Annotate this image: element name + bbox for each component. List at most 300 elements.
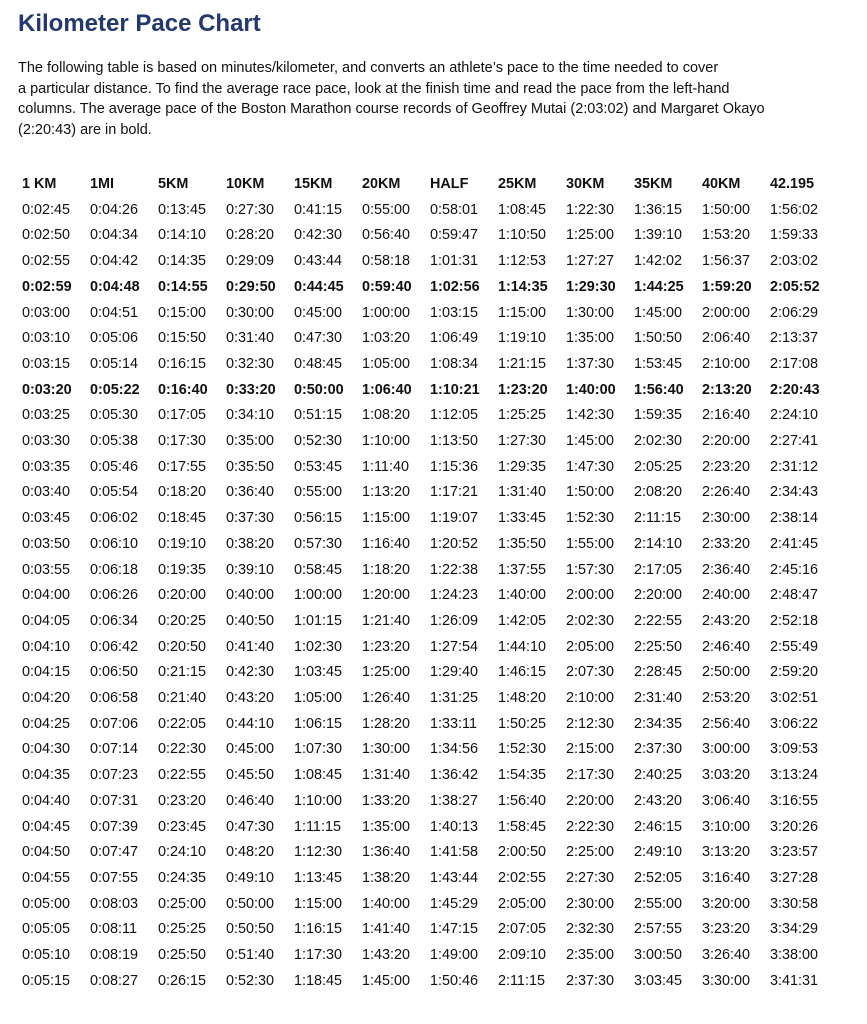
table-cell: 3:13:24 <box>770 767 819 784</box>
table-cell: 0:04:42 <box>90 253 139 270</box>
table-cell: 0:04:50 <box>22 844 71 861</box>
table-cell: 0:06:26 <box>90 587 139 604</box>
table-cell: 1:30:00 <box>362 741 411 758</box>
table-cell: 1:40:13 <box>430 818 479 835</box>
intro-paragraph <box>18 58 818 140</box>
table-cell: 2:41:45 <box>770 535 819 552</box>
table-cell: 0:58:45 <box>294 561 343 578</box>
table-cell: 0:06:50 <box>90 664 139 681</box>
table-cell: 2:55:49 <box>770 638 819 655</box>
table-cell: 0:56:15 <box>294 510 343 527</box>
table-cell: 2:05:25 <box>634 458 683 475</box>
table-cell: 0:45:50 <box>226 767 275 784</box>
table-cell: 2:17:30 <box>566 767 615 784</box>
table-cell: 2:34:43 <box>770 484 819 501</box>
table-cell: 0:23:45 <box>158 818 207 835</box>
table-cell: 0:31:40 <box>226 330 275 347</box>
table-cell: 0:21:40 <box>158 690 207 707</box>
table-cell: 1:10:21 <box>430 381 480 398</box>
table-cell: 2:43:20 <box>634 792 683 809</box>
table-cell: 1:08:20 <box>362 407 411 424</box>
table-cell: 0:08:19 <box>90 947 139 964</box>
table-cell: 0:44:10 <box>226 715 275 732</box>
table-cell: 1:40:00 <box>362 895 411 912</box>
table-cell: 2:02:30 <box>634 433 683 450</box>
table-cell: 1:11:15 <box>294 818 341 835</box>
table-cell: 2:11:15 <box>498 972 545 989</box>
table-cell: 2:55:00 <box>634 895 683 912</box>
table-cell: 0:05:54 <box>90 484 139 501</box>
table-cell: 0:17:30 <box>158 433 207 450</box>
table-cell: 1:12:05 <box>430 407 479 424</box>
table-cell: 0:33:20 <box>226 381 276 398</box>
table-cell: 0:03:20 <box>22 381 72 398</box>
table-cell: 1:42:02 <box>634 253 683 270</box>
table-cell: 1:45:00 <box>362 972 411 989</box>
table-cell: 3:30:00 <box>702 972 751 989</box>
table-cell: 1:28:20 <box>362 715 411 732</box>
table-row <box>16 403 832 429</box>
table-cell: 2:46:15 <box>634 818 683 835</box>
table-cell: 0:04:00 <box>22 587 71 604</box>
table-cell: 0:39:10 <box>226 561 275 578</box>
table-cell: 0:55:00 <box>362 201 411 218</box>
table-cell: 1:45:00 <box>566 433 615 450</box>
table-cell: 3:16:40 <box>702 869 751 886</box>
table-cell: 1:01:31 <box>430 253 479 270</box>
table-cell: 1:15:00 <box>498 304 547 321</box>
table-cell: 1:15:00 <box>294 895 343 912</box>
table-cell: 2:17:08 <box>770 355 819 372</box>
table-cell: 0:07:39 <box>90 818 139 835</box>
table-cell: 1:21:40 <box>362 612 411 629</box>
table-cell: 0:04:15 <box>22 664 71 681</box>
intro-line: The following table is based on minutes/kilometer, and converts an athlete’s pace to the time needed to cover <box>18 60 719 76</box>
table-cell: 1:38:20 <box>362 869 411 886</box>
intro-line: a particular distance. To find the average race pace, look at the finish time and read the pace from the left-hand <box>18 80 730 97</box>
table-cell: 0:18:20 <box>158 484 207 501</box>
table-cell: 1:18:20 <box>362 561 411 578</box>
table-cell: 0:07:31 <box>90 792 139 809</box>
table-cell: 1:17:30 <box>294 947 343 964</box>
table-cell: 2:10:00 <box>702 355 751 372</box>
table-row <box>16 480 832 506</box>
table-cell: 1:38:27 <box>430 792 479 809</box>
column-header: 42.195 <box>770 176 815 192</box>
table-cell: 0:03:00 <box>22 304 71 321</box>
table-cell: 0:20:00 <box>158 587 207 604</box>
table-cell: 1:26:40 <box>362 690 411 707</box>
table-row <box>16 352 832 378</box>
table-cell: 0:22:55 <box>158 767 207 784</box>
table-cell: 1:35:00 <box>566 330 615 347</box>
table-cell: 3:00:00 <box>702 741 751 758</box>
table-cell: 1:33:45 <box>498 510 547 527</box>
table-cell: 0:18:45 <box>158 510 207 527</box>
table-cell: 0:46:40 <box>226 792 275 809</box>
table-cell: 2:05:00 <box>566 638 615 655</box>
table-row <box>16 326 832 352</box>
table-cell: 0:04:34 <box>90 227 139 244</box>
column-header: 1 KM <box>22 176 57 192</box>
table-cell: 1:53:45 <box>634 355 683 372</box>
table-cell: 0:07:06 <box>90 715 139 732</box>
table-row <box>16 249 832 275</box>
table-cell: 1:01:15 <box>294 612 343 629</box>
table-row <box>16 737 832 763</box>
table-cell: 1:11:40 <box>362 458 409 475</box>
table-cell: 2:05:00 <box>498 895 547 912</box>
column-header: 35KM <box>634 176 673 192</box>
table-row-record-pace <box>16 378 832 404</box>
table-cell: 1:10:00 <box>362 433 411 450</box>
table-cell: 1:34:56 <box>430 741 479 758</box>
table-row <box>16 429 832 455</box>
table-cell: 1:29:40 <box>430 664 479 681</box>
table-cell: 1:08:34 <box>430 355 479 372</box>
table-cell: 1:03:20 <box>362 330 411 347</box>
table-cell: 1:50:50 <box>634 330 683 347</box>
table-cell: 1:20:00 <box>362 587 411 604</box>
table-cell: 0:17:05 <box>158 407 207 424</box>
table-cell: 0:24:35 <box>158 869 207 886</box>
table-cell: 1:40:00 <box>566 381 616 398</box>
table-cell: 2:07:05 <box>498 921 547 938</box>
table-cell: 2:52:05 <box>634 869 683 886</box>
table-cell: 0:03:45 <box>22 510 71 527</box>
table-cell: 1:29:30 <box>566 278 616 295</box>
table-cell: 0:05:38 <box>90 433 139 450</box>
column-header: 5KM <box>158 176 189 192</box>
table-cell: 0:52:30 <box>226 972 275 989</box>
table-cell: 0:58:01 <box>430 201 479 218</box>
table-cell: 1:13:20 <box>362 484 411 501</box>
table-cell: 0:45:00 <box>226 741 275 758</box>
table-cell: 0:05:46 <box>90 458 139 475</box>
table-cell: 1:50:00 <box>702 201 751 218</box>
table-cell: 2:34:35 <box>634 715 683 732</box>
table-cell: 1:10:50 <box>498 227 547 244</box>
table-cell: 2:24:10 <box>770 407 819 424</box>
table-cell: 1:14:35 <box>498 278 548 295</box>
table-cell: 1:49:00 <box>430 947 479 964</box>
table-cell: 2:59:20 <box>770 664 819 681</box>
table-cell: 0:25:25 <box>158 921 207 938</box>
table-cell: 0:16:40 <box>158 381 208 398</box>
table-cell: 1:03:45 <box>294 664 343 681</box>
table-cell: 0:29:09 <box>226 253 275 270</box>
table-cell: 1:27:27 <box>566 253 615 270</box>
table-cell: 0:20:25 <box>158 612 207 629</box>
table-cell: 2:31:40 <box>634 690 683 707</box>
table-cell: 0:44:45 <box>294 278 344 295</box>
table-cell: 3:27:28 <box>770 869 819 886</box>
column-header: 30KM <box>566 176 605 192</box>
table-cell: 0:42:30 <box>294 227 343 244</box>
table-cell: 1:30:00 <box>566 304 615 321</box>
table-cell: 2:03:02 <box>770 253 819 270</box>
table-cell: 0:07:47 <box>90 844 139 861</box>
table-cell: 1:25:25 <box>498 407 547 424</box>
table-cell: 0:08:03 <box>90 895 139 912</box>
table-cell: 1:42:30 <box>566 407 615 424</box>
table-cell: 0:57:30 <box>294 535 343 552</box>
table-row <box>16 892 832 918</box>
table-cell: 1:20:52 <box>430 535 479 552</box>
table-cell: 2:20:43 <box>770 381 820 398</box>
table-row <box>16 917 832 943</box>
table-cell: 1:43:44 <box>430 869 479 886</box>
table-cell: 1:05:00 <box>362 355 411 372</box>
table-row <box>16 223 832 249</box>
table-cell: 0:03:50 <box>22 535 71 552</box>
table-cell: 2:48:47 <box>770 587 819 604</box>
table-cell: 1:56:37 <box>702 253 751 270</box>
table-cell: 2:02:55 <box>498 869 547 886</box>
table-row-record-pace <box>16 275 832 301</box>
table-cell: 2:10:00 <box>566 690 615 707</box>
table-cell: 1:46:15 <box>498 664 547 681</box>
table-cell: 0:45:00 <box>294 304 343 321</box>
table-cell: 0:30:00 <box>226 304 275 321</box>
table-row <box>16 969 832 995</box>
table-cell: 2:20:00 <box>702 433 751 450</box>
table-cell: 0:59:47 <box>430 227 479 244</box>
table-cell: 0:47:30 <box>294 330 343 347</box>
table-cell: 1:56:40 <box>634 381 684 398</box>
table-cell: 2:06:40 <box>702 330 751 347</box>
table-cell: 1:25:00 <box>362 664 411 681</box>
table-cell: 1:44:25 <box>634 278 684 295</box>
table-cell: 1:42:05 <box>498 612 547 629</box>
table-cell: 1:50:46 <box>430 972 479 989</box>
table-cell: 3:23:20 <box>702 921 751 938</box>
table-cell: 0:28:20 <box>226 227 275 244</box>
table-cell: 0:04:10 <box>22 638 71 655</box>
table-cell: 0:04:25 <box>22 715 71 732</box>
table-cell: 2:53:20 <box>702 690 751 707</box>
table-cell: 2:28:45 <box>634 664 683 681</box>
table-cell: 2:30:00 <box>702 510 751 527</box>
table-cell: 3:38:00 <box>770 947 819 964</box>
table-cell: 3:20:26 <box>770 818 819 835</box>
table-cell: 1:08:45 <box>294 767 343 784</box>
table-cell: 2:12:30 <box>566 715 615 732</box>
table-cell: 0:53:45 <box>294 458 343 475</box>
table-cell: 0:05:30 <box>90 407 139 424</box>
table-cell: 1:15:00 <box>362 510 411 527</box>
table-cell: 0:29:50 <box>226 278 276 295</box>
table-cell: 3:02:51 <box>770 690 819 707</box>
table-cell: 0:15:00 <box>158 304 207 321</box>
table-cell: 1:59:20 <box>702 278 752 295</box>
table-cell: 0:07:55 <box>90 869 139 886</box>
table-cell: 2:14:10 <box>634 535 683 552</box>
table-cell: 0:51:15 <box>294 407 343 424</box>
table-cell: 1:58:45 <box>498 818 547 835</box>
table-cell: 2:05:52 <box>770 278 820 295</box>
table-cell: 0:05:05 <box>22 921 71 938</box>
column-header: 40KM <box>702 176 741 192</box>
table-cell: 1:16:15 <box>294 921 343 938</box>
table-cell: 0:04:30 <box>22 741 71 758</box>
table-cell: 2:27:41 <box>770 433 819 450</box>
table-cell: 0:04:55 <box>22 869 71 886</box>
table-cell: 0:05:22 <box>90 381 140 398</box>
table-cell: 0:04:45 <box>22 818 71 835</box>
table-cell: 0:05:15 <box>22 972 71 989</box>
table-row <box>16 635 832 661</box>
table-cell: 1:31:25 <box>430 690 479 707</box>
table-cell: 2:57:55 <box>634 921 683 938</box>
pace-table-body <box>16 198 832 995</box>
table-cell: 1:15:36 <box>430 458 479 475</box>
table-cell: 3:26:40 <box>702 947 751 964</box>
table-cell: 3:41:31 <box>770 972 819 989</box>
table-cell: 0:07:23 <box>90 767 139 784</box>
table-cell: 0:03:15 <box>22 355 71 372</box>
page-title: Kilometer Pace Chart <box>18 10 261 37</box>
table-cell: 2:02:30 <box>566 612 615 629</box>
table-cell: 2:37:30 <box>566 972 615 989</box>
table-cell: 0:13:45 <box>158 201 207 218</box>
table-cell: 0:20:50 <box>158 638 207 655</box>
table-cell: 1:06:40 <box>362 381 412 398</box>
table-cell: 2:49:10 <box>634 844 683 861</box>
table-cell: 0:25:00 <box>158 895 207 912</box>
table-cell: 1:45:29 <box>430 895 479 912</box>
table-cell: 1:27:30 <box>498 433 547 450</box>
table-cell: 0:58:18 <box>362 253 411 270</box>
table-cell: 1:22:30 <box>566 201 615 218</box>
table-cell: 1:05:00 <box>294 690 343 707</box>
table-cell: 2:50:00 <box>702 664 751 681</box>
table-cell: 0:34:10 <box>226 407 275 424</box>
table-cell: 0:08:27 <box>90 972 139 989</box>
table-cell: 1:12:30 <box>294 844 343 861</box>
table-cell: 0:24:10 <box>158 844 207 861</box>
table-row <box>16 943 832 969</box>
table-cell: 2:20:00 <box>566 792 615 809</box>
intro-line: (2:20:43) are in bold. <box>18 121 152 138</box>
table-cell: 3:10:00 <box>702 818 751 835</box>
table-row <box>16 712 832 738</box>
table-cell: 0:16:15 <box>158 355 207 372</box>
table-cell: 2:40:25 <box>634 767 683 784</box>
table-row <box>16 198 832 224</box>
table-cell: 0:05:14 <box>90 355 139 372</box>
table-cell: 0:03:40 <box>22 484 71 501</box>
table-cell: 3:06:22 <box>770 715 819 732</box>
table-cell: 1:06:15 <box>294 715 343 732</box>
table-cell: 1:44:10 <box>498 638 547 655</box>
table-cell: 0:06:58 <box>90 690 139 707</box>
table-cell: 1:26:09 <box>430 612 479 629</box>
table-cell: 1:10:00 <box>294 792 343 809</box>
table-cell: 1:13:45 <box>294 869 343 886</box>
pace-table <box>16 172 832 995</box>
table-cell: 2:52:18 <box>770 612 819 629</box>
table-cell: 2:30:00 <box>566 895 615 912</box>
table-cell: 2:00:50 <box>498 844 547 861</box>
table-cell: 2:17:05 <box>634 561 683 578</box>
table-cell: 0:08:11 <box>90 921 137 938</box>
table-cell: 0:41:15 <box>294 201 343 218</box>
table-cell: 3:03:20 <box>702 767 751 784</box>
table-cell: 1:24:23 <box>430 587 479 604</box>
table-cell: 0:49:10 <box>226 869 275 886</box>
table-cell: 1:52:30 <box>566 510 615 527</box>
table-cell: 1:00:00 <box>362 304 411 321</box>
table-cell: 0:37:30 <box>226 510 275 527</box>
table-cell: 0:50:50 <box>226 921 275 938</box>
table-cell: 0:15:50 <box>158 330 207 347</box>
table-cell: 1:12:53 <box>498 253 547 270</box>
table-cell: 1:52:30 <box>498 741 547 758</box>
table-cell: 1:36:40 <box>362 844 411 861</box>
table-cell: 0:03:25 <box>22 407 71 424</box>
table-cell: 2:37:30 <box>634 741 683 758</box>
table-cell: 0:36:40 <box>226 484 275 501</box>
table-cell: 0:06:18 <box>90 561 139 578</box>
table-cell: 0:42:30 <box>226 664 275 681</box>
table-cell: 1:56:40 <box>498 792 547 809</box>
table-cell: 1:29:35 <box>498 458 547 475</box>
table-cell: 0:50:00 <box>294 381 344 398</box>
table-cell: 0:43:20 <box>226 690 275 707</box>
table-cell: 1:56:02 <box>770 201 819 218</box>
table-cell: 0:06:10 <box>90 535 139 552</box>
table-cell: 1:39:10 <box>634 227 683 244</box>
column-header: 20KM <box>362 176 401 192</box>
table-cell: 2:08:20 <box>634 484 683 501</box>
table-row <box>16 558 832 584</box>
table-cell: 3:16:55 <box>770 792 819 809</box>
table-cell: 1:31:40 <box>362 767 411 784</box>
table-cell: 3:00:50 <box>634 947 683 964</box>
table-cell: 1:18:45 <box>294 972 343 989</box>
table-cell: 1:33:11 <box>430 715 477 732</box>
table-cell: 0:06:42 <box>90 638 139 655</box>
table-cell: 1:02:30 <box>294 638 343 655</box>
table-cell: 0:03:55 <box>22 561 71 578</box>
column-header: 25KM <box>498 176 537 192</box>
table-cell: 2:31:12 <box>770 458 819 475</box>
table-cell: 0:06:02 <box>90 510 139 527</box>
table-cell: 2:32:30 <box>566 921 615 938</box>
column-header: 1MI <box>90 176 114 192</box>
table-cell: 0:51:40 <box>226 947 275 964</box>
table-cell: 1:23:20 <box>362 638 411 655</box>
table-row <box>16 583 832 609</box>
table-cell: 0:02:45 <box>22 201 71 218</box>
table-cell: 0:05:00 <box>22 895 71 912</box>
table-cell: 1:50:00 <box>566 484 615 501</box>
table-cell: 2:00:00 <box>566 587 615 604</box>
table-cell: 0:02:55 <box>22 253 71 270</box>
table-cell: 0:03:10 <box>22 330 71 347</box>
table-cell: 1:41:40 <box>362 921 411 938</box>
table-cell: 1:41:58 <box>430 844 479 861</box>
table-cell: 2:16:40 <box>702 407 751 424</box>
table-cell: 3:13:20 <box>702 844 751 861</box>
table-cell: 0:40:00 <box>226 587 275 604</box>
table-cell: 1:19:10 <box>498 330 547 347</box>
column-header: 15KM <box>294 176 333 192</box>
table-row <box>16 840 832 866</box>
table-cell: 1:02:56 <box>430 278 480 295</box>
table-cell: 0:02:50 <box>22 227 71 244</box>
